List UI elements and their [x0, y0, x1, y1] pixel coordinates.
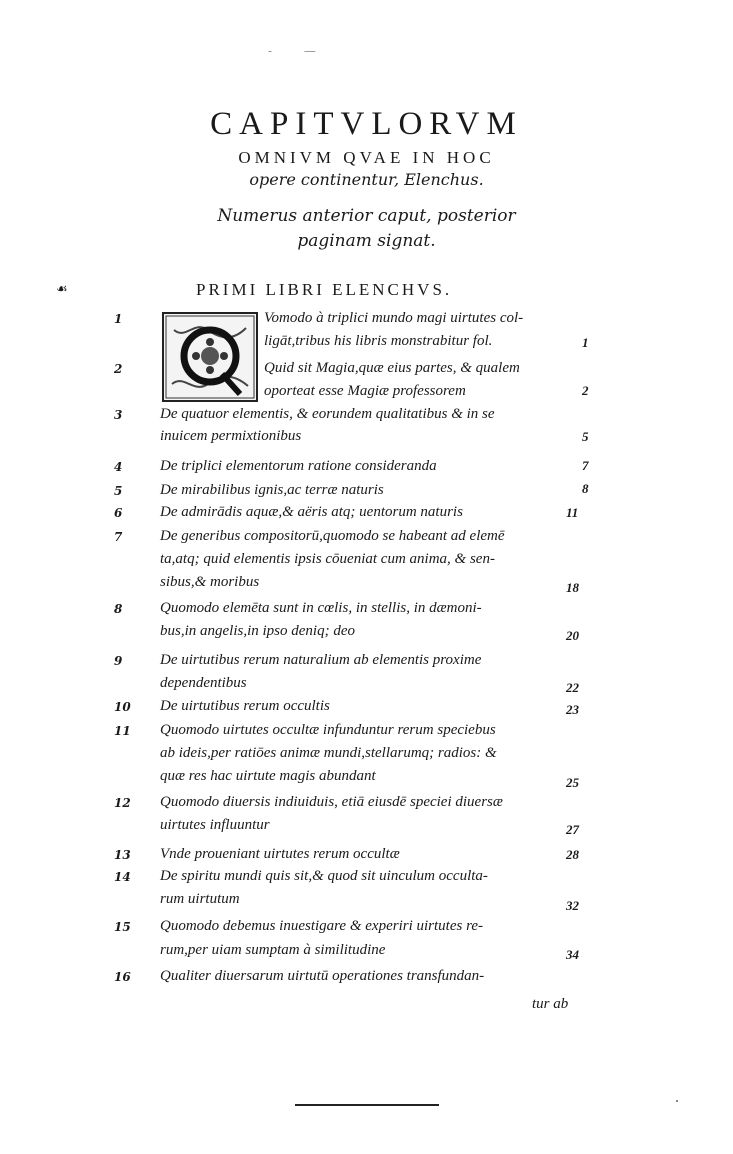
entry-text-line: ta,atq; quid elementis ipsis cōueniat cum anima, & sen-	[160, 551, 495, 567]
entry-number: 12	[114, 796, 131, 810]
top-mark: - —	[268, 44, 330, 58]
entry-page-number: 27	[566, 822, 579, 837]
entry-text-line: oporteat esse Magiæ professorem	[264, 383, 466, 399]
entry-text-line: De generibus compositorū,quomodo se habeant ad elemē	[160, 528, 505, 544]
entry-number: 8	[114, 602, 123, 616]
entry-text-line: inuicem permixtionibus	[160, 428, 302, 444]
printer-mark-icon: ☙	[56, 282, 68, 297]
bottom-rule	[295, 1104, 439, 1106]
entry-text-line: ab ideis,per ratiōes animæ mundi,stellarumq; radios: &	[160, 745, 497, 761]
entry-page-number: 23	[566, 702, 579, 717]
entry-text-line: Vomodo à triplici mundo magi uirtutes col-	[264, 310, 524, 326]
entry-text-line: rum,per uiam sumptam à similitudine	[160, 942, 386, 958]
entry-text-line: ligāt,tribus his libris monstrabitur fol.	[264, 333, 493, 349]
entry-text-line: dependentibus	[160, 675, 247, 691]
entry-number: 16	[114, 970, 131, 984]
entry-text-line: Quomodo debemus inuestigare & experiri uirtutes re-	[160, 918, 484, 934]
entry-text-line: sibus,& moribus	[160, 574, 260, 590]
entry-text-line: Vnde proueniant uirtutes rerum occultæ	[160, 846, 400, 862]
entry-text-line: Quomodo diuersis indiuiduis, etiā eiusdē speciei diuersæ	[160, 794, 503, 810]
entry-text-line: uirtutes influuntur	[160, 817, 270, 833]
entry-page-number: 11	[566, 505, 579, 520]
entry-text-line: De spiritu mundi quis sit,& quod sit uinculum occulta-	[160, 868, 488, 884]
entry-text-line: tur ab	[532, 996, 569, 1012]
entry-number: 9	[114, 654, 123, 668]
entry-number: 5	[114, 484, 123, 498]
page-title: CAPITVLORVM	[210, 106, 523, 142]
entry-text-line: De mirabilibus ignis,ac terræ naturis	[160, 482, 384, 498]
entry-text-line: rum uirtutum	[160, 891, 240, 907]
entry-text-line: quæ res hac uirtute magis abundant	[160, 768, 376, 784]
entry-number: 13	[114, 848, 131, 862]
entry-number: 1	[114, 312, 123, 326]
entry-text-line: Qualiter diuersarum uirtutū operationes transfundan-	[160, 968, 485, 984]
entry-page-number: 25	[566, 775, 579, 790]
entry-page-number: 34	[566, 947, 579, 962]
page-subtitle: OMNIVM QVAE IN HOC	[238, 148, 495, 167]
entry-number: 7	[114, 530, 123, 544]
numbering-note-line-2: paginam signat.	[297, 231, 436, 251]
entry-text-line: Quomodo elemēta sunt in cœlis, in stellis, in dæmoni-	[160, 600, 482, 616]
entry-text-line: De admirādis aquæ,& aëris atq; uentorum naturis	[160, 504, 463, 520]
entry-number: 3	[114, 408, 123, 422]
entry-number: 15	[114, 920, 131, 934]
entry-page-number: 5	[582, 429, 589, 444]
entry-page-number: 20	[566, 628, 579, 643]
entry-page-number: 2	[582, 383, 589, 398]
entry-text-line: De triplici elementorum ratione considerandа	[160, 458, 437, 474]
entry-number: 14	[114, 870, 131, 884]
entry-page-number: 8	[582, 481, 589, 496]
entry-number: 6	[114, 506, 123, 520]
entry-text-line: De quatuor elementis, & eorundem qualitatibus & in se	[160, 406, 495, 422]
entry-text-line: Quomodo uirtutes occultæ infunduntur rerum speciebus	[160, 722, 496, 738]
entry-number: 4	[114, 460, 123, 474]
entry-page-number: 1	[582, 335, 589, 350]
entry-page-number: 32	[566, 898, 579, 913]
entry-text-line: Quid sit Magia,quæ eius partes, & qualem	[264, 360, 520, 376]
entry-number: 2	[114, 362, 123, 376]
page-speck	[676, 1100, 678, 1102]
entry-page-number: 7	[582, 458, 589, 473]
entry-text-line: bus,in angelis,in ipso deniq; deo	[160, 623, 355, 639]
numbering-note-line-1: Numerus anterior caput, posterior	[217, 206, 516, 226]
entry-page-number: 22	[566, 680, 579, 695]
entry-page-number: 18	[566, 580, 579, 595]
decorated-initial-q-icon	[162, 312, 258, 402]
entry-text-line: De uirtutibus rerum occultis	[160, 698, 330, 714]
book-heading: PRIMI LIBRI ELENCHVS.	[196, 280, 453, 299]
entry-text-line: De uirtutibus rerum naturalium ab elementis proxime	[160, 652, 482, 668]
page-subtitle-2: opere continentur, Elenchus.	[249, 170, 484, 189]
entry-number: 10	[114, 700, 131, 714]
entry-number: 11	[114, 724, 131, 738]
entry-page-number: 28	[566, 847, 579, 862]
